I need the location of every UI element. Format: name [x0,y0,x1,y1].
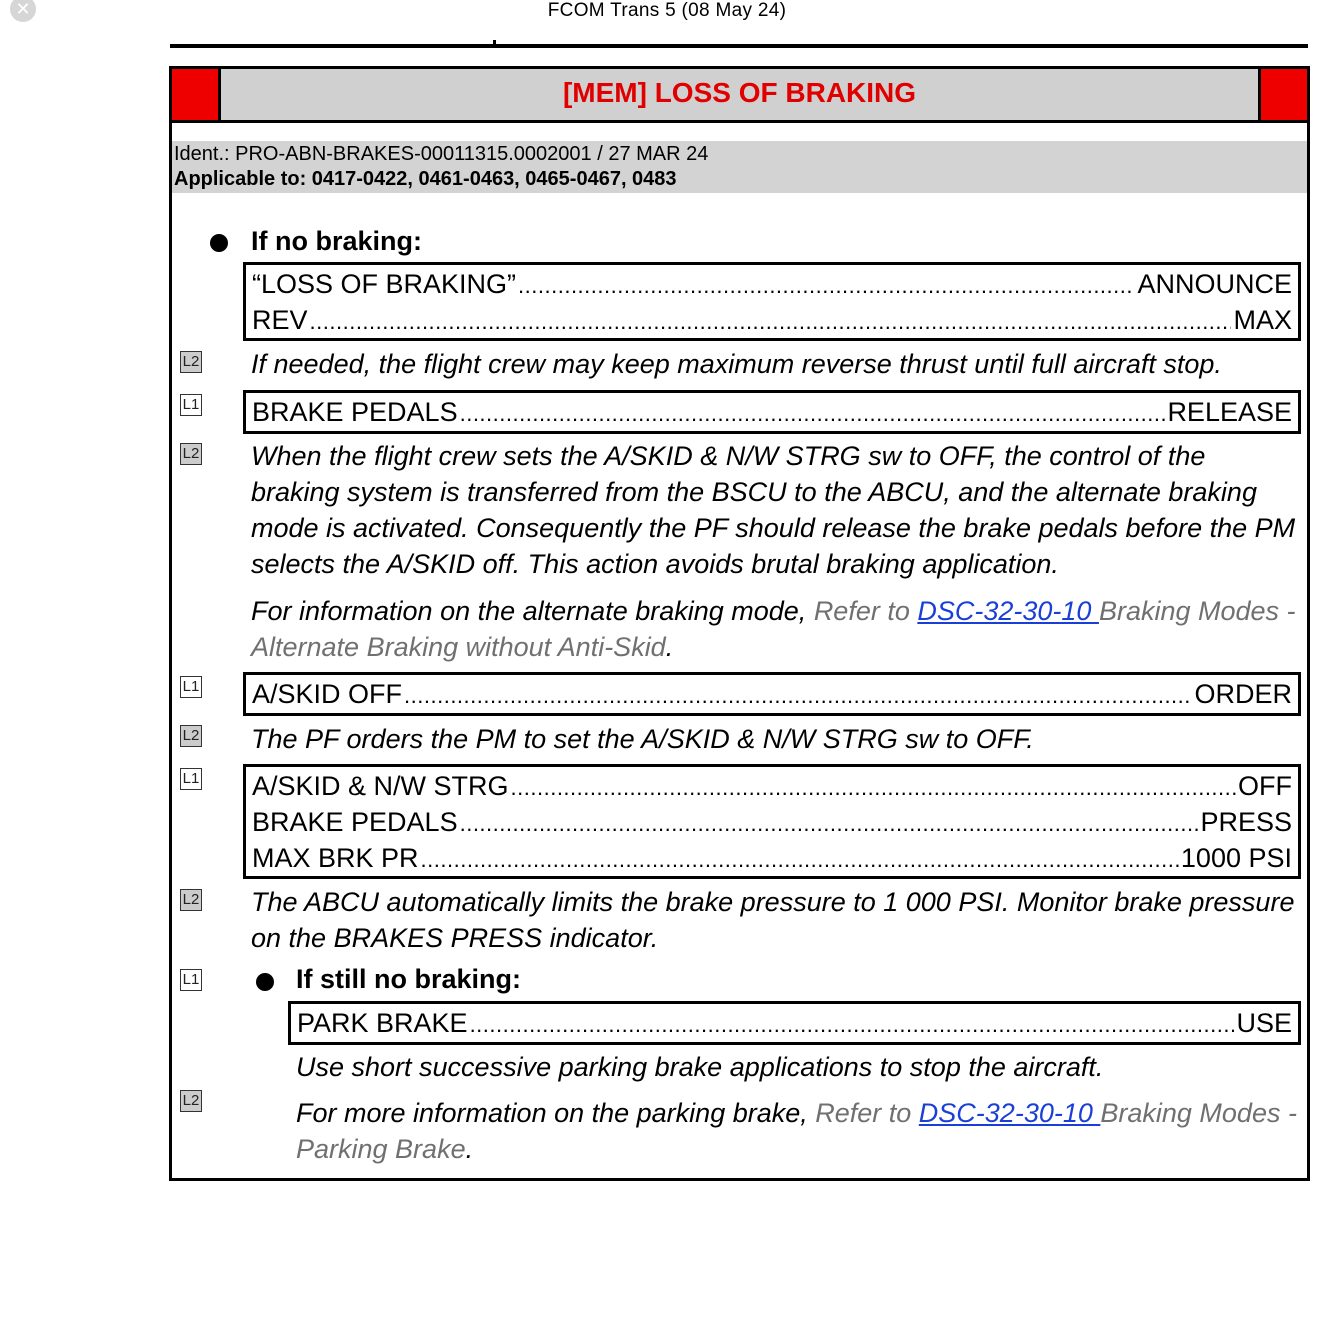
note-parking-brake-use: Use short successive parking brake applications to stop the aircraft. [296,1052,1104,1082]
note-pf-orders: The PF orders the PM to set the A/SKID & N/W STRG sw to OFF. [251,724,1034,754]
note-alternate-braking: When the flight crew sets the A/SKID & N/W STRG sw to OFF, the control of the braking system is transferred from the BSCU to the ABCU, and the alternate braking mode is activated. Consequently the PF should release the brake pedals before the PM selects the A/SKID off. This action avoids brutal braking application. [251,441,1296,579]
action-box-announce [243,262,1301,341]
action-box-brake-pedals [243,390,1301,434]
condition-no-braking: If no braking: [251,226,422,256]
note-parking-brake-ref: For more information on the parking brake, Refer to DSC-32-30-10 Braking Modes - Parking Brake. [296,1098,1297,1164]
close-icon[interactable]: ✕ [10,0,36,22]
procedure-frame [169,66,1310,1181]
action-item: A/SKID & N/W STRG ..... OFF [246,768,1298,804]
level-1-badge: L1 [180,394,202,416]
level-1-badge: L1 [180,676,202,698]
action-box-park-brake [288,1001,1301,1045]
action-box-askid-nw-strg [243,764,1301,879]
level-2-badge: L2 [180,351,202,373]
action-item: MAX BRK PR ..... 1000 PSI [246,840,1298,876]
note-abcu-limits: The ABCU automatically limits the brake pressure to 1 000 PSI. Monitor brake pressure on the BRAKES PRESS indicator. [251,887,1295,953]
level-2-badge: L2 [180,889,202,911]
level-1-badge: L1 [180,768,202,790]
header-rule-tick [493,40,496,48]
memory-item-marker-right [1258,69,1307,120]
procedure-header [172,69,1307,123]
action-item: BRAKE PEDALS ..... RELEASE [246,394,1298,430]
action-item: REV ..... MAX [246,302,1298,338]
level-1-badge: L1 [180,969,202,991]
title-bar [0,0,1334,24]
dsc-link[interactable]: DSC-32-30-10 [917,596,1099,626]
condition-still-no-braking: If still no braking: [296,964,522,994]
ident-block [172,141,1307,193]
level-2-badge: L2 [180,725,202,747]
note-alternate-braking-ref: For information on the alternate braking mode, Refer to DSC-32-30-10 Braking Modes - Alternate Braking without Anti-Skid. [251,596,1296,662]
dsc-link[interactable]: DSC-32-30-10 [918,1098,1101,1128]
action-item: A/SKID OFF ..... ORDER [246,676,1298,712]
procedure-title: [MEM] LOSS OF BRAKING [562,77,917,108]
header-rule [170,44,1308,48]
note-reverse-thrust: If needed, the flight crew may keep maximum reverse thrust until full aircraft stop. [251,349,1222,379]
bullet-icon [210,234,228,252]
action-item: BRAKE PEDALS ..... PRESS [246,804,1298,840]
action-item: “LOSS OF BRAKING” ..... ANNOUNCE [246,266,1298,302]
applicable-line: Applicable to: 0417-0422, 0461-0463, 0465-0467, 0483 [174,168,677,190]
bullet-icon [256,973,274,991]
level-2-badge: L2 [180,1090,202,1112]
action-item: PARK BRAKE ..... USE [291,1005,1298,1041]
document-title: FCOM Trans 5 (08 May 24) [547,0,787,21]
action-box-askid-off [243,672,1301,716]
level-2-badge: L2 [180,443,202,465]
ident-line: Ident.: PRO-ABN-BRAKES-00011315.0002001 / 27 MAR 24 [174,143,709,165]
